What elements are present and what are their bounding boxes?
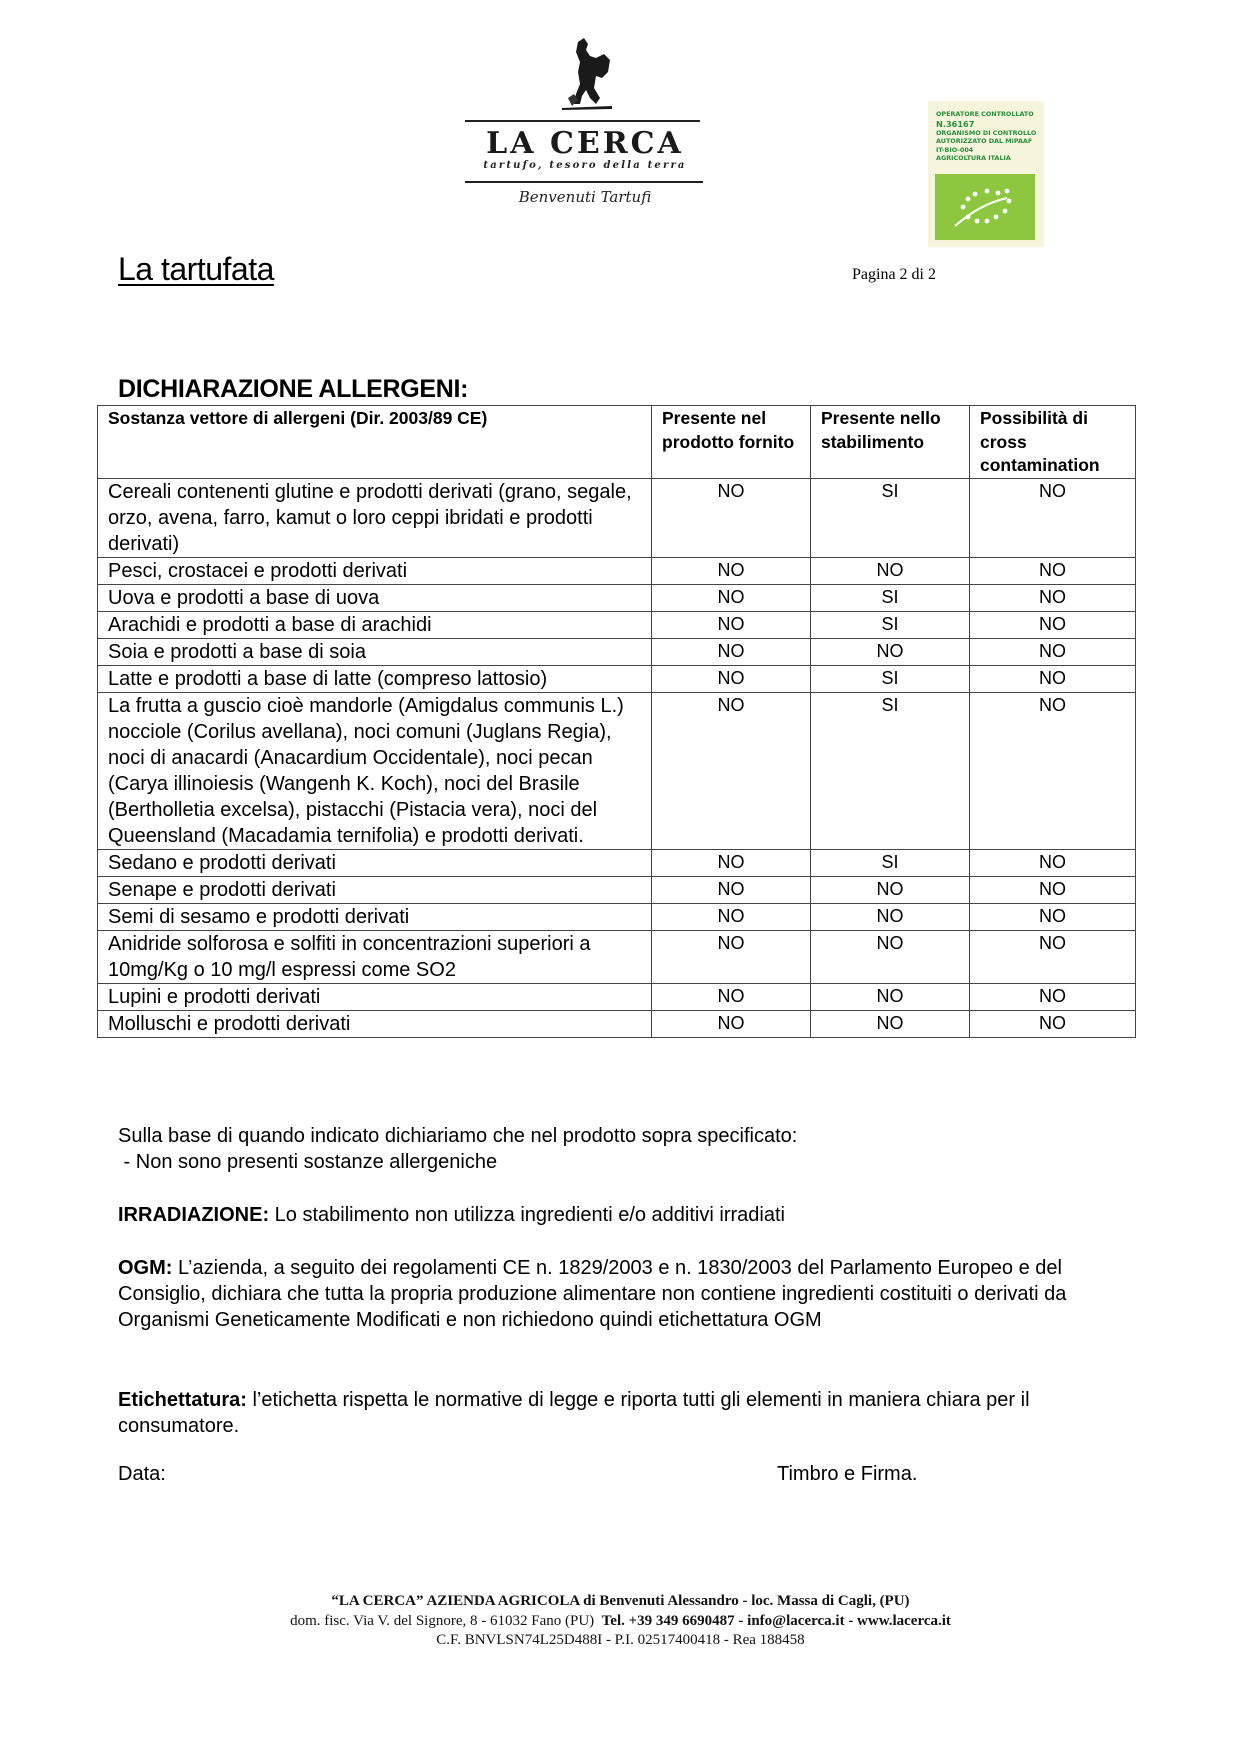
column-header-in-plant: Presente nello stabilimento	[811, 406, 970, 479]
substance-cell: Soia e prodotti a base di soia	[98, 639, 652, 666]
footer-tax-ids: C.F. BNVLSN74L25D488I - P.I. 02517400418 - Rea 188458	[436, 1632, 805, 1648]
in-plant-cell: SI	[811, 850, 970, 877]
cross-contamination-cell: NO	[970, 612, 1136, 639]
labeling-label: Etichettatura:	[118, 1389, 247, 1411]
document-title: La tartufata	[118, 251, 274, 287]
in-plant-cell: NO	[811, 558, 970, 585]
cross-contamination-cell: NO	[970, 984, 1136, 1011]
cross-contamination-cell: NO	[970, 877, 1136, 904]
eu-organic-leaf-icon	[935, 174, 1035, 240]
substance-cell: Latte e prodotti a base di latte (compreso lattosio)	[98, 666, 652, 693]
declaration-line: Sulla base di quando indicato dichiariamo che nel prodotto sopra specificato:	[118, 1125, 798, 1147]
substance-cell: La frutta a guscio cioè mandorle (Amigdalus communis L.) nocciole (Corilus avellana), noci comuni (Juglans Regia), noci di anacardi (Anacardium Occidentale), noci pecan (Carya illinoiesis (Wangenh K. Koch), noci del Brasile (Bertholletia excelsa), pistacchi (Pistacia vera), noci del Queensland (Macadamia ternifolia) e prodotti derivati.	[98, 693, 652, 850]
in-plant-cell: NO	[811, 639, 970, 666]
in-plant-cell: SI	[811, 479, 970, 558]
table-row	[98, 479, 1136, 558]
badge-line: OPERATORE CONTROLLATO	[936, 110, 1034, 118]
substance-cell: Sedano e prodotti derivati	[98, 850, 652, 877]
in-plant-cell: SI	[811, 666, 970, 693]
declaration-result: - Non sono presenti sostanze allergeniche	[118, 1151, 498, 1173]
logo-rule-top	[465, 120, 700, 122]
in-plant-cell: NO	[811, 877, 970, 904]
in-product-cell: NO	[652, 558, 811, 585]
in-product-cell: NO	[652, 850, 811, 877]
substance-cell: Molluschi e prodotti derivati	[98, 1011, 652, 1038]
page-indicator: Pagina 2 di 2	[852, 266, 936, 283]
table-row	[98, 558, 1136, 585]
in-product-cell: NO	[652, 931, 811, 984]
in-product-cell: NO	[652, 639, 811, 666]
substance-cell: Lupini e prodotti derivati	[98, 984, 652, 1011]
in-product-cell: NO	[652, 612, 811, 639]
logo-tagline: tartufo, tesoro della terra	[483, 160, 687, 171]
ogm-label: OGM:	[118, 1257, 173, 1279]
cross-contamination-cell: NO	[970, 904, 1136, 931]
labeling-paragraph	[118, 1387, 1118, 1439]
in-plant-cell: NO	[811, 984, 970, 1011]
organic-certification-text	[936, 110, 1044, 163]
in-plant-cell: SI	[811, 693, 970, 850]
in-product-cell: NO	[652, 1011, 811, 1038]
in-product-cell: NO	[652, 904, 811, 931]
in-product-cell: NO	[652, 693, 811, 850]
badge-code: IT-BIO-004	[936, 145, 974, 154]
footer-address: dom. fisc. Via V. del Signore, 8 - 61032 Fano (PU)	[290, 1612, 595, 1629]
date-label: Data:	[118, 1463, 166, 1485]
allergens-section-title: DICHIARAZIONE ALLERGENI:	[118, 375, 469, 403]
in-product-cell: NO	[652, 585, 811, 612]
footer-company: “LA CERCA” AZIENDA AGRICOLA di Benvenuti Alessandro - loc. Massa di Cagli, (PU)	[331, 1593, 910, 1609]
in-product-cell: NO	[652, 984, 811, 1011]
table-row	[98, 850, 1136, 877]
cross-contamination-cell: NO	[970, 931, 1136, 984]
table-row	[98, 693, 1136, 850]
logo-rule-bottom	[465, 181, 703, 183]
cross-contamination-cell: NO	[970, 585, 1136, 612]
ogm-text: L’azienda, a seguito dei regolamenti CE n. 1829/2003 e n. 1830/2003 del Parlamento Europeo e del Consiglio, dichiara che tutta la propria produzione alimentare non contiene ingredienti costituiti o derivati da Organismi Geneticamente Modificati e non richiedono quindi etichettatura OGM	[118, 1257, 1072, 1331]
badge-operator-number: N.36167	[936, 118, 975, 129]
irradiation-paragraph	[118, 1202, 1128, 1228]
table-row	[98, 877, 1136, 904]
substance-cell: Anidride solforosa e solfiti in concentrazioni superiori a 10mg/Kg o 10 mg/l espressi come SO2	[98, 931, 652, 984]
irradiation-text: Lo stabilimento non utilizza ingredienti e/o additivi irradiati	[269, 1204, 785, 1226]
cross-contamination-cell: NO	[970, 479, 1136, 558]
table-row	[98, 1011, 1136, 1038]
table-row	[98, 666, 1136, 693]
footer-contacts: Tel. +39 349 6690487 - info@lacerca.it - www.lacerca.it	[601, 1612, 951, 1629]
irradiation-label: IRRADIAZIONE:	[118, 1204, 270, 1226]
column-header-cross-contamination: Possibilità di cross contamination	[970, 406, 1136, 479]
cross-contamination-cell: NO	[970, 1011, 1136, 1038]
table-row	[98, 984, 1136, 1011]
badge-line: ORGANISMO DI CONTROLLO	[936, 128, 1037, 137]
company-footer	[0, 1592, 1241, 1651]
in-plant-cell: SI	[811, 612, 970, 639]
cross-contamination-cell: NO	[970, 639, 1136, 666]
company-logo	[465, 38, 705, 218]
cross-contamination-cell: NO	[970, 693, 1136, 850]
in-product-cell: NO	[652, 479, 811, 558]
labeling-text: l’etichetta rispetta le normative di legge e riporta tutti gli elementi in maniera chiara per il consumatore.	[118, 1389, 1036, 1437]
organic-certification-badge	[928, 101, 1044, 247]
in-plant-cell: SI	[811, 585, 970, 612]
table-row	[98, 931, 1136, 984]
in-product-cell: NO	[652, 666, 811, 693]
badge-line: AGRICOLTURA ITALIA	[936, 154, 1011, 163]
substance-cell: Uova e prodotti a base di uova	[98, 585, 652, 612]
in-product-cell: NO	[652, 877, 811, 904]
in-plant-cell: NO	[811, 1011, 970, 1038]
substance-cell: Semi di sesamo e prodotti derivati	[98, 904, 652, 931]
in-plant-cell: NO	[811, 931, 970, 984]
cross-contamination-cell: NO	[970, 558, 1136, 585]
substance-cell: Senape e prodotti derivati	[98, 877, 652, 904]
column-header-substance: Sostanza vettore di allergeni (Dir. 2003/89 CE)	[98, 406, 652, 479]
table-row	[98, 585, 1136, 612]
table-header-row	[98, 406, 1136, 479]
cross-contamination-cell: NO	[970, 666, 1136, 693]
column-header-in-product: Presente nel prodotto fornito	[652, 406, 811, 479]
substance-cell: Arachidi e prodotti a base di arachidi	[98, 612, 652, 639]
declaration-paragraph	[118, 1123, 1128, 1175]
table-row	[98, 904, 1136, 931]
table-row	[98, 639, 1136, 666]
logo-brand: LA CERCA	[486, 126, 684, 161]
truffle-hunter-illustration-icon	[560, 38, 615, 110]
substance-cell: Pesci, crostacei e prodotti derivati	[98, 558, 652, 585]
logo-signature: Benvenuti Tartufi	[518, 188, 652, 206]
in-plant-cell: NO	[811, 904, 970, 931]
substance-cell: Cereali contenenti glutine e prodotti derivati (grano, segale, orzo, avena, farro, kamut o loro ceppi ibridati e prodotti derivati)	[98, 479, 652, 558]
badge-line: AUTORIZZATO DAL MiPAAF	[936, 137, 1033, 146]
stamp-signature-label: Timbro e Firma.	[777, 1463, 918, 1485]
ogm-paragraph	[118, 1255, 1108, 1333]
cross-contamination-cell: NO	[970, 850, 1136, 877]
table-row	[98, 612, 1136, 639]
allergens-table	[97, 405, 1136, 1038]
